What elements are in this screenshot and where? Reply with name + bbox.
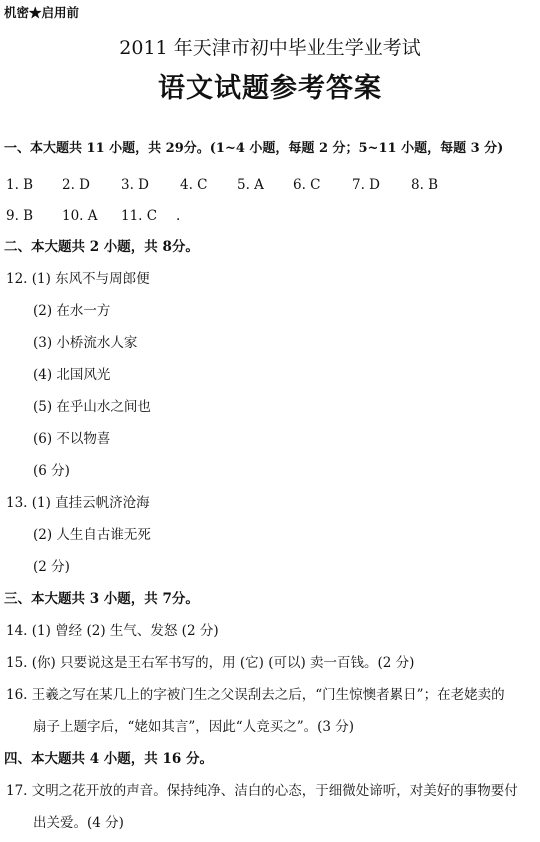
q12-line-2: (2) 在水一方	[33, 303, 111, 319]
answer-2: 2. D	[62, 177, 90, 193]
answer-7: 7. D	[352, 177, 380, 193]
q13-score: (2 分)	[33, 559, 70, 575]
answer-9: 9. B	[6, 208, 34, 224]
section-2-heading: 二、本大题共 2 小题，共 8分。	[4, 239, 199, 255]
q12-line-6: (6) 不以物喜	[33, 431, 111, 447]
answer-10: 10. A	[62, 208, 98, 224]
answer-8: 8. B	[411, 177, 439, 193]
stray-mark: .	[176, 208, 181, 224]
q12-line-5: (5) 在乎山水之间也	[33, 399, 151, 415]
page-title: 语文试题参考答案	[158, 73, 382, 104]
q13-line-2: (2) 人生自古谁无死	[33, 527, 151, 543]
answer-4: 4. C	[180, 177, 208, 193]
confidential-label: 机密★启用前	[4, 5, 80, 20]
answer-1: 1. B	[6, 177, 34, 193]
q16-line-1: 16. 王羲之写在某几上的字被门生之父误刮去之后，“门生惊懊者累日”；在老姥卖的	[6, 687, 505, 703]
section-1-heading: 一、本大题共 11 小题，共 29分。(1~4 小题，每题 2 分；5~11 小题，每题 3 分)	[4, 141, 504, 156]
q12-score: (6 分)	[33, 463, 70, 479]
q12-line-1: 12. (1) 东风不与周郎便	[6, 271, 150, 287]
section-4-heading: 四、本大题共 4 小题，共 16 分。	[4, 751, 213, 767]
answer-11: 11. C	[121, 208, 158, 224]
q17-line-2: 出关爱。(4 分)	[33, 815, 124, 831]
answer-6: 6. C	[293, 177, 321, 193]
q12-line-4: (4) 北国风光	[33, 367, 111, 383]
q13-line-1: 13. (1) 直挂云帆济沧海	[6, 495, 150, 511]
q12-line-3: (3) 小桥流水人家	[33, 335, 138, 351]
section-3-heading: 三、本大题共 3 小题，共 7分。	[4, 591, 199, 607]
answer-5: 5. A	[237, 177, 264, 193]
exam-title: 2011 年天津市初中毕业生学业考试	[119, 37, 421, 59]
q15-answer: 15. (你) 只要说这是王右军书写的，用 (它) (可以) 卖一百钱。(2 分)	[6, 655, 415, 671]
q17-line-1: 17. 文明之花开放的声音。保持纯净、洁白的心态，于细微处谛听，对美好的事物要付	[6, 783, 518, 799]
q16-line-2: 扇子上题字后，“姥如其言”，因此“人竞买之”。(3 分)	[33, 719, 355, 735]
q14-answer: 14. (1) 曾经 (2) 生气、发怒 (2 分)	[6, 623, 219, 639]
answer-3: 3. D	[121, 177, 149, 193]
